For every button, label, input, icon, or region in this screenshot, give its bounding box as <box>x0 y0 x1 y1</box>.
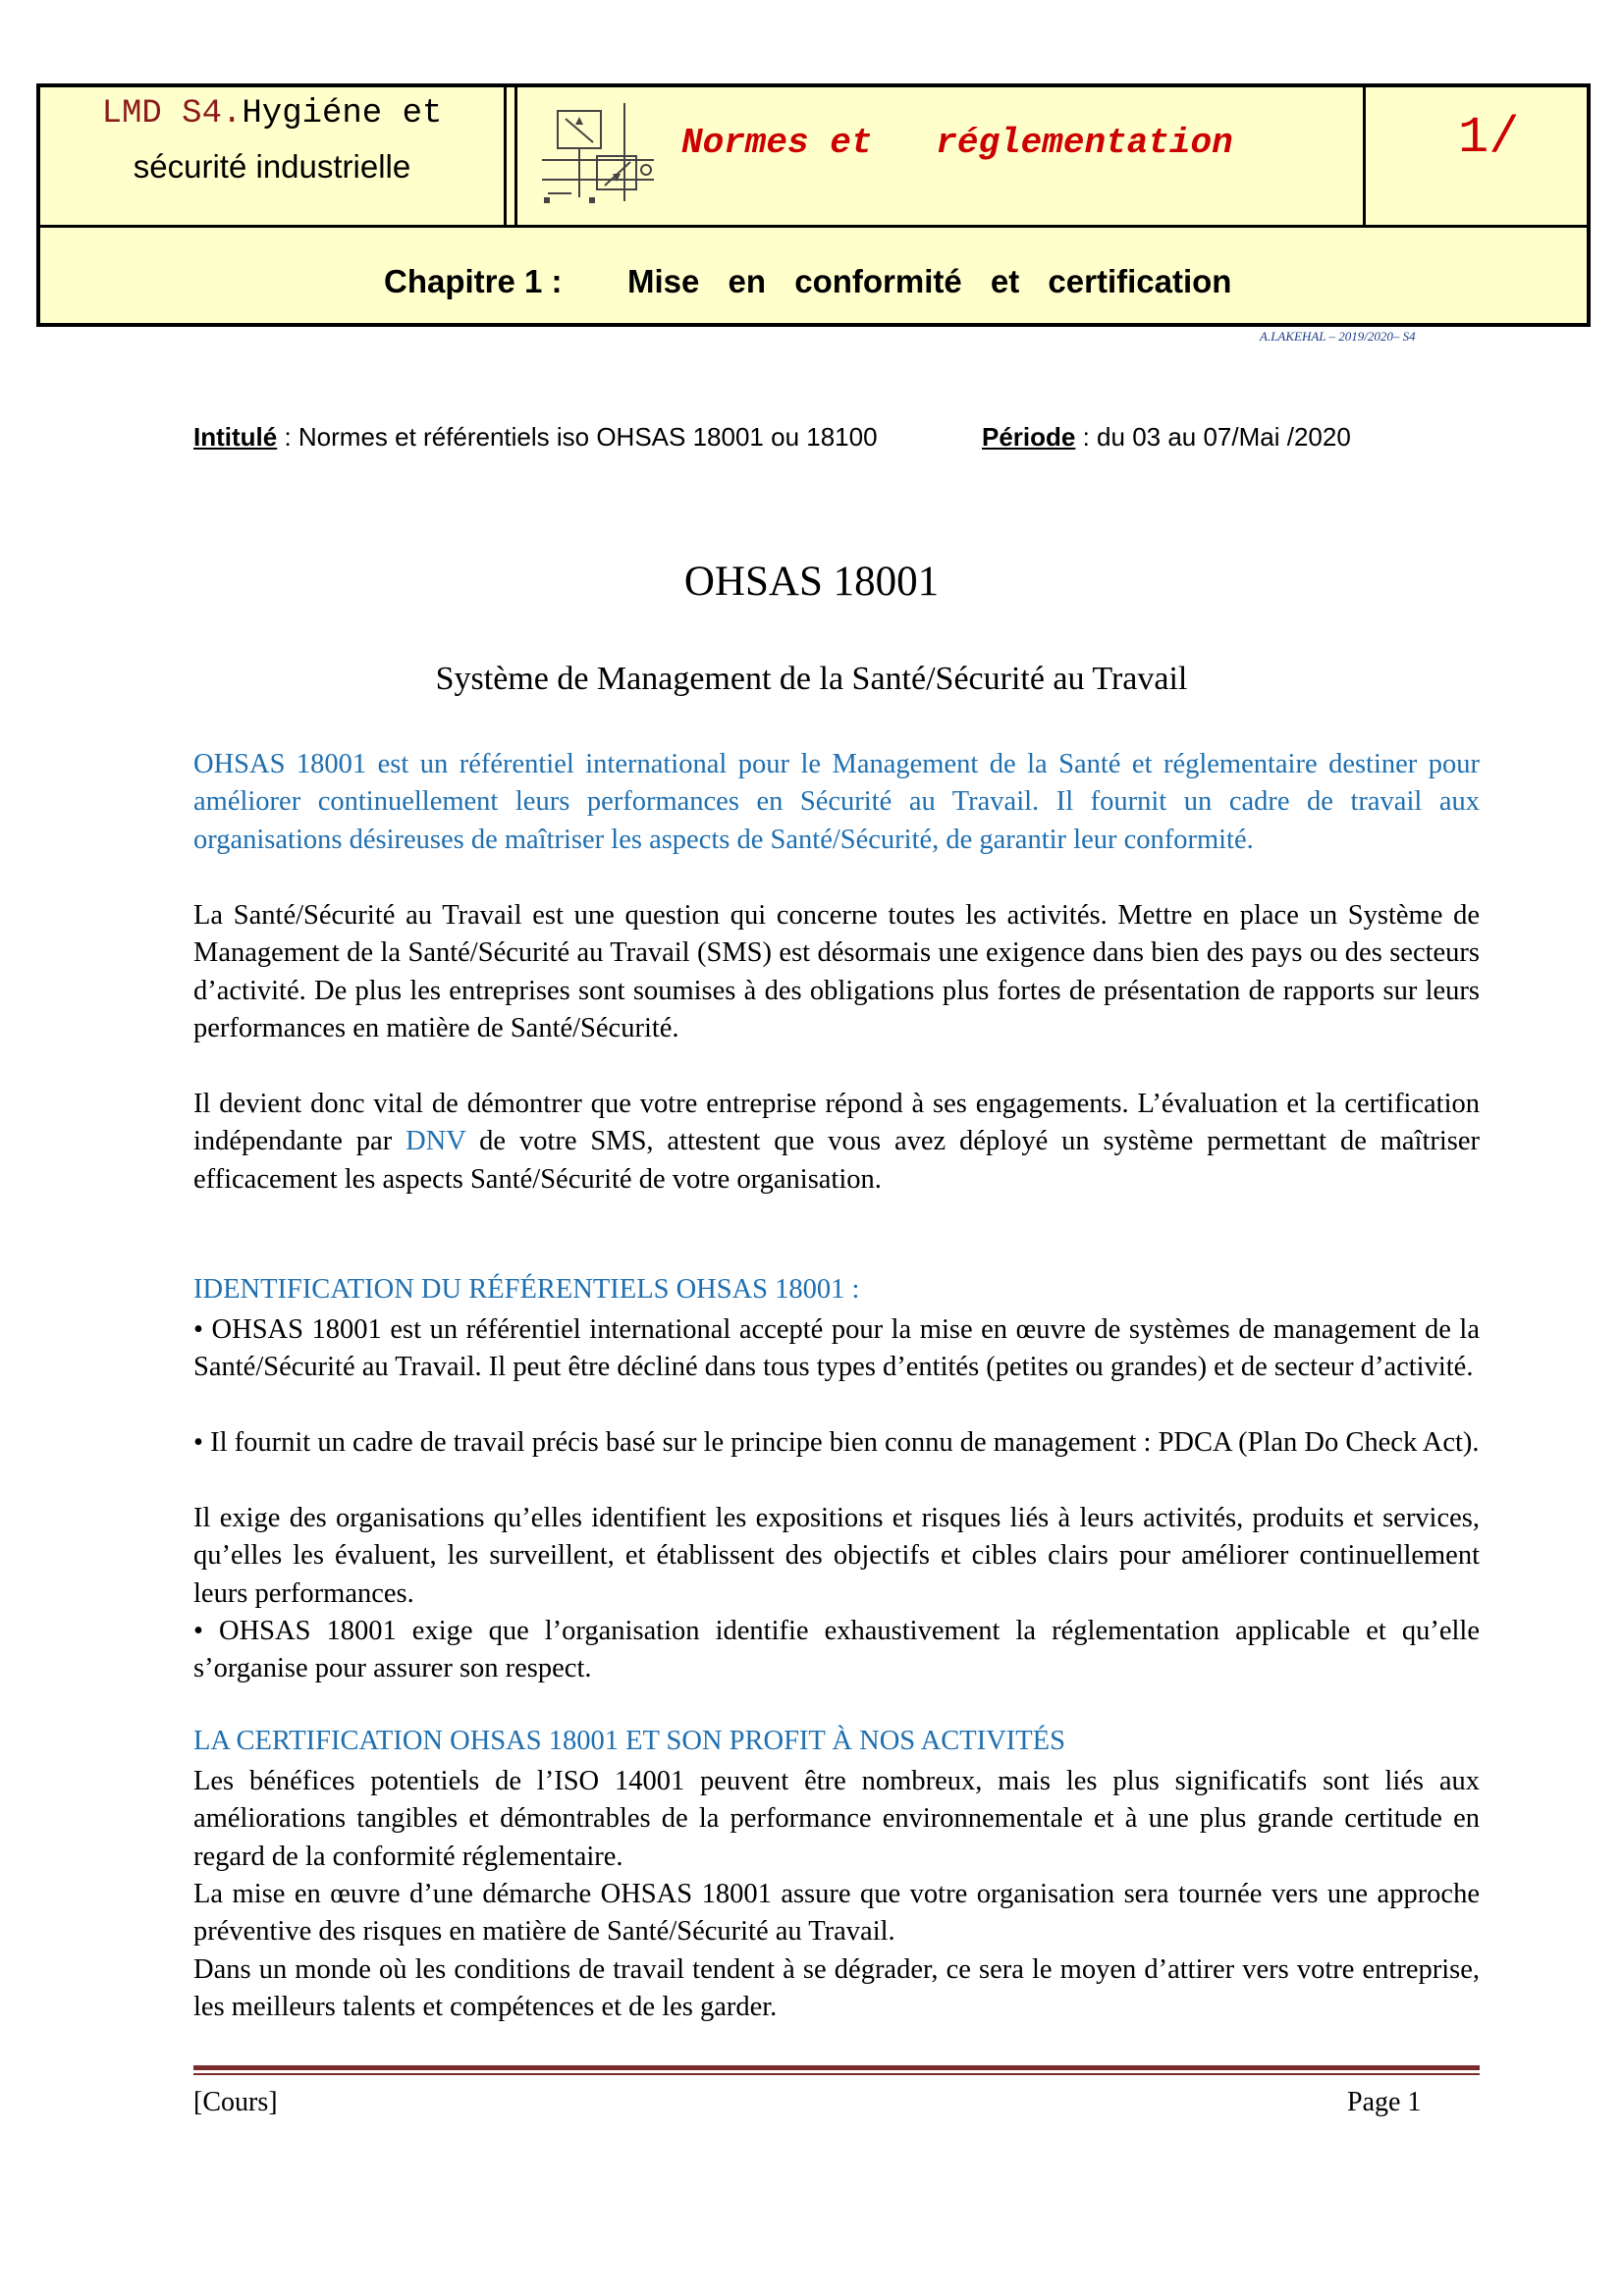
chapter-label: Chapitre 1 : <box>384 263 563 299</box>
intro-paragraph-3: Il devient donc vital de démontrer que votre entreprise répond à ses engagements. L’évaluation et la certification indépendante par DNV de votre SMS, attestent que vous avez déployé un système permettant de maîtriser efficacement les aspects Santé/Sécurité de votre organisation. <box>193 1089 1481 1195</box>
section1-bullet-1: • OHSAS 18001 est un référentiel international accepté pour la mise en œuvre de systèmes de management de la Santé/Sécurité au Travail. Il peut être décliné dans tous types d’entités (petites ou grandes) et de secteur d’activité. <box>193 1314 1480 1383</box>
periode-value: : du 03 au 07/Mai /2020 <box>1075 422 1351 452</box>
dnv-link[interactable]: DNV <box>406 1126 466 1157</box>
periode-line <box>982 422 1351 453</box>
section1-bullet-2: • Il fournit un cadre de travail précis basé sur le principe bien connu de management : PDCA (Plan Do Check Act). <box>193 1427 1480 1458</box>
footer-rule <box>193 2065 1480 2070</box>
hydraulic-diagram-icon <box>536 99 664 209</box>
section2-paragraph-1: Les bénéfices potentiels de l’ISO 14001 peuvent être nombreux, mais les plus significatifs sont liés aux améliorations tangibles et démontrables de la performance environnementale et à une plus grande certitude en regard de la conformité réglementaire. <box>193 1766 1480 1872</box>
document-title: OHSAS 18001 <box>683 559 940 605</box>
intro-paragraph-1: OHSAS 18001 est un référentiel international pour le Management de la Santé et réglementaire destiner pour améliorer continuellement leurs performances en Sécurité au Travail. Il fournit un cadre de travail aux organisations désireuses de maîtriser les aspects de Santé/Sécurité, de garantir leur conformité. <box>193 749 1480 855</box>
course-title-line1: LMD S4.Hygiéne et <box>101 95 443 133</box>
page-marker: 1/ <box>1458 109 1520 167</box>
section1-bullet-4: • OHSAS 18001 exige que l’organisation identifie exhaustivement la réglementation applicable et qu’elle s’organise pour assurer son respect. <box>193 1616 1480 1684</box>
document-subtitle: Système de Management de la Santé/Sécurité au Travail <box>435 661 1188 697</box>
header-box <box>36 83 1591 327</box>
author-credit: A.LAKEHAL – 2019/2020– S4 <box>1260 329 1416 344</box>
periode-label: Période <box>982 422 1076 452</box>
header-top-row <box>40 87 1587 228</box>
subject-cell <box>507 87 1366 225</box>
footer-rule-thin <box>193 2073 1480 2075</box>
section2-paragraph-2: La mise en œuvre d’une démarche OHSAS 18001 assure que votre organisation sera tournée vers une approche préventive des risques en matière de Santé/Sécurité au Travail. <box>193 1879 1480 1948</box>
chapter-title: Mise en conformité et certification <box>627 263 1232 299</box>
section-certification-heading: LA CERTIFICATION OHSAS 18001 ET SON PROFIT À NOS ACTIVITÉS <box>193 1726 1065 1756</box>
page-marker-cell <box>1366 87 1591 225</box>
intitule-line <box>193 422 878 453</box>
footer-left-label: [Cours] <box>193 2087 278 2117</box>
course-title-line2: sécurité industrielle <box>133 148 411 185</box>
intitule-value: : Normes et référentiels iso OHSAS 18001 ou 18100 <box>277 422 878 452</box>
intitule-label: Intitulé <box>193 422 278 452</box>
section1-paragraph-3: Il exige des organisations qu’elles identifient les expositions et risques liés à leurs activités, produits et services, qu’elles les évaluent, les surveillent, et établissent des objectifs et cibles clairs pour améliorer continuellement leurs performances. <box>193 1503 1480 1609</box>
course-cell <box>40 87 507 225</box>
footer-page-number: Page 1 <box>1347 2087 1422 2117</box>
subject-title: Normes et réglementation <box>681 123 1233 163</box>
section2-paragraph-3: Dans un monde où les conditions de travail tendent à se dégrader, ce sera le moyen d’attirer vers votre entreprise, les meilleurs talents et compétences et de les garder. <box>193 1954 1480 2023</box>
section-identification-heading: IDENTIFICATION DU RÉFÉRENTIELS OHSAS 18001 : <box>193 1274 860 1305</box>
intro-paragraph-2: La Santé/Sécurité au Travail est une question qui concerne toutes les activités. Mettre en place un Système de Management de la Santé/Sécurité au Travail (SMS) est désormais une exigence dans bien des pays ou des secteurs d’activité. De plus les entreprises sont soumises à des obligations plus fortes de présentation de rapports sur leurs performances en matière de Santé/Sécurité. <box>193 900 1480 1044</box>
chapter-row <box>40 228 1587 327</box>
